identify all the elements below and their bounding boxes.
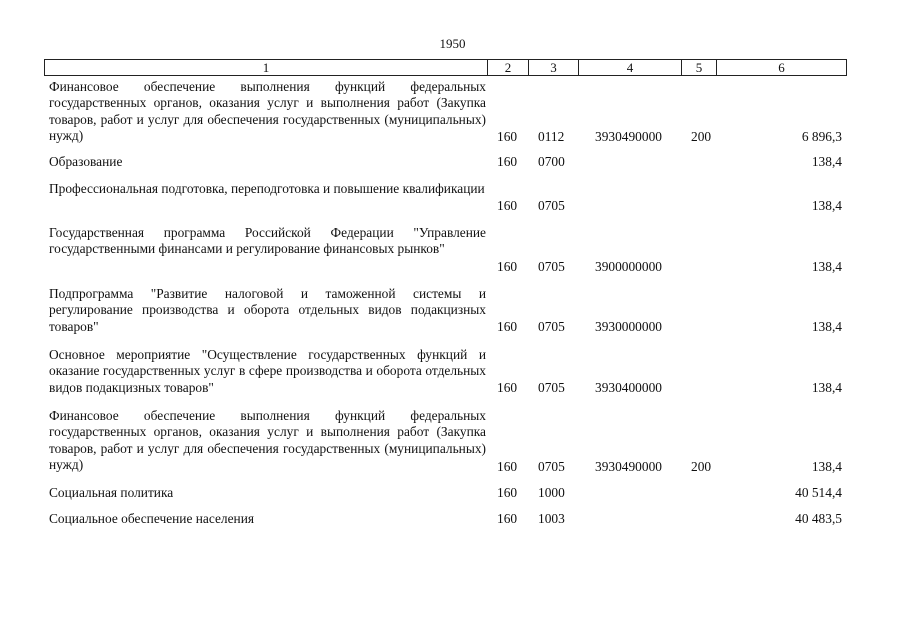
row-amount: 6 896,3: [801, 129, 842, 144]
row-ministry-code: 160: [497, 319, 518, 334]
column-header-1: 1: [44, 59, 487, 76]
row-ministry-code: 160: [497, 259, 518, 274]
row-target-code: 3930400000: [595, 380, 662, 395]
row-description: Государственная программа Российской Федерации "Управление государственными финансами и регулирование финансовых рынков": [49, 225, 486, 257]
row-expense-type: 200: [691, 459, 712, 474]
row-ministry-code: 160: [497, 154, 518, 169]
row-target-code: 3930490000: [595, 459, 662, 474]
row-amount: 138,4: [811, 198, 842, 213]
row-description: Основное мероприятие "Осуществление государственных функций и оказание государственных услуг в сфере производства и оборота отдельных видов подакцизных товаров": [49, 347, 486, 395]
column-header-2: 2: [487, 59, 528, 76]
row-description: Финансовое обеспечение выполнения функций федеральных государственных органов, оказания услуг и выполнения работ (Закупка товаров, работ и услуг для обеспечения государственных (муниципальных) нужд): [49, 408, 486, 473]
row-amount: 138,4: [811, 154, 842, 169]
row-amount: 40 514,4: [795, 485, 842, 500]
row-section-code: 0705: [538, 259, 565, 274]
row-amount: 138,4: [811, 380, 842, 395]
row-description: Подпрограмма "Развитие налоговой и таможенной системы и регулирование производства и оборота отдельных видов подакцизных товаров": [49, 286, 486, 334]
row-description: Социальная политика: [49, 485, 174, 500]
row-ministry-code: 160: [497, 459, 518, 474]
row-section-code: 1003: [538, 511, 565, 526]
row-ministry-code: 160: [497, 511, 518, 526]
row-amount: 138,4: [811, 319, 842, 334]
row-ministry-code: 160: [497, 129, 518, 144]
page-number: 1950: [439, 36, 466, 51]
row-target-code: 3930000000: [595, 319, 662, 334]
row-amount: 40 483,5: [795, 511, 842, 526]
row-section-code: 0705: [538, 198, 565, 213]
row-expense-type: 200: [691, 129, 712, 144]
row-ministry-code: 160: [497, 198, 518, 213]
row-description: Социальное обеспечение населения: [49, 511, 255, 526]
row-target-code: 3900000000: [595, 259, 662, 274]
row-section-code: 0112: [538, 129, 565, 144]
row-target-code: 3930490000: [595, 129, 662, 144]
row-section-code: 0705: [538, 319, 565, 334]
row-section-code: 0705: [538, 380, 565, 395]
row-ministry-code: 160: [497, 380, 518, 395]
row-amount: 138,4: [811, 259, 842, 274]
row-section-code: 0700: [538, 154, 565, 169]
row-description: Образование: [49, 154, 123, 169]
row-ministry-code: 160: [497, 485, 518, 500]
column-header-4: 4: [578, 59, 681, 76]
row-section-code: 1000: [538, 485, 565, 500]
column-header-3: 3: [528, 59, 578, 76]
row-amount: 138,4: [811, 459, 842, 474]
row-description: Профессиональная подготовка, переподготовка и повышение квалификации: [49, 181, 485, 196]
row-description: Финансовое обеспечение выполнения функций федеральных государственных органов, оказания услуг и выполнения работ (Закупка товаров, работ и услуг для обеспечения государственных (муниципальных) нужд): [49, 79, 486, 144]
row-section-code: 0705: [538, 459, 565, 474]
column-header-5: 5: [681, 59, 716, 76]
column-header-6: 6: [716, 59, 847, 76]
